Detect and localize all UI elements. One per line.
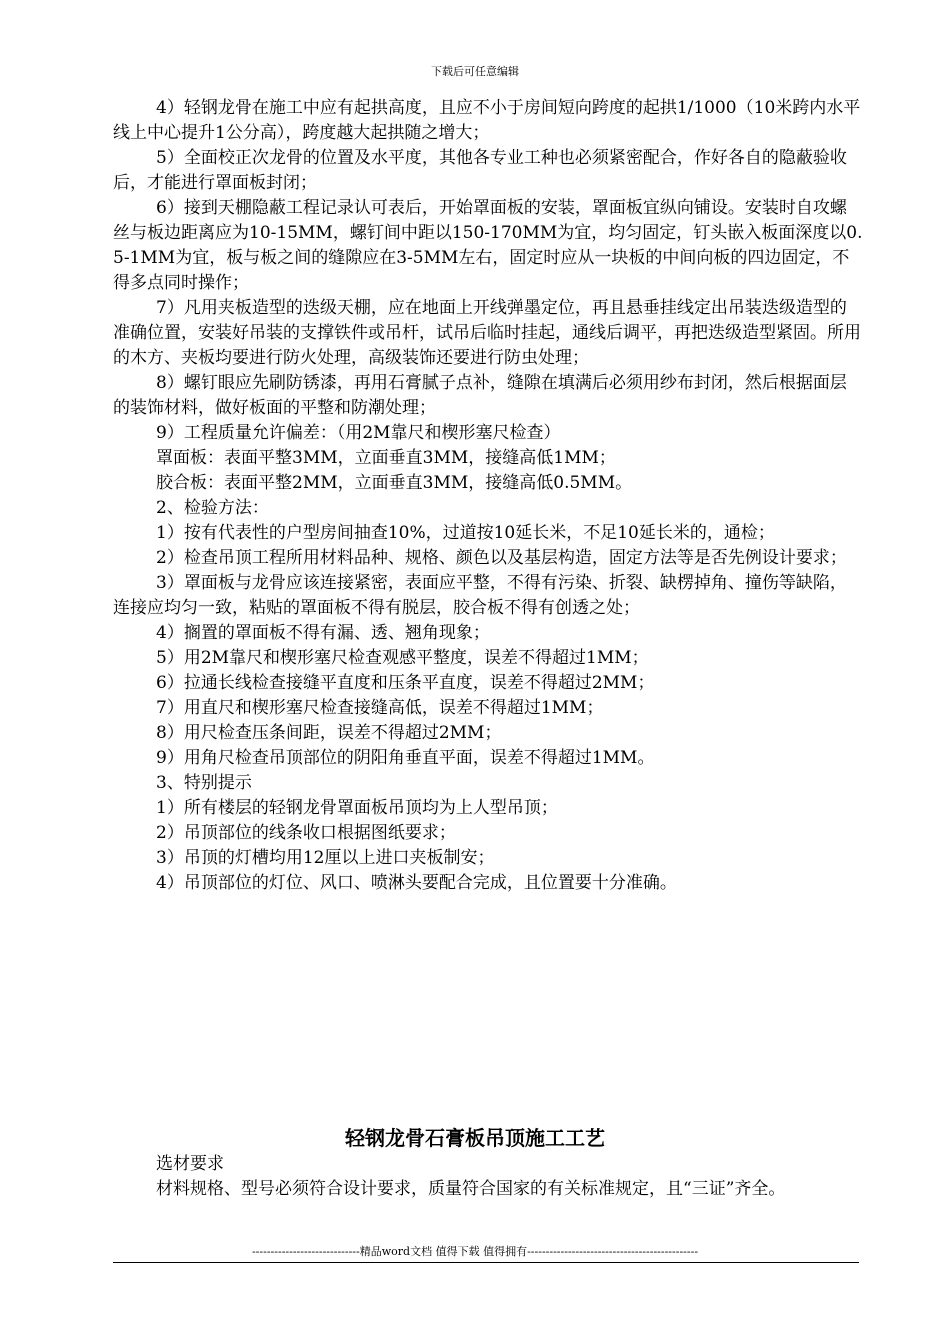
- page-header: 下载后可任意编辑: [431, 65, 519, 78]
- paragraph-inspection-2: 2）检查吊顶工程所用材料品种、规格、颜色以及基层构造，固定方法等是否先例设计要求；: [156, 548, 847, 568]
- paragraph-item-6-install: 6）接到天棚隐蔽工程记录认可表后，开始罩面板的安装，罩面板宜纵向铺设。安装时自攻螺丝与板边距离应为10-15MM，螺钉间中距以150-170MM为宜，均匀固定，钉头嵌入板面深度以0.5-1MM为宜，板与板之间的缝隙应在3-5MM左右，固定时应从一块板的中间向板的四边固定，不得多点同时操作；: [113, 198, 863, 293]
- section-heading-inspection: 2、检验方法：: [156, 498, 269, 518]
- paragraph-item-8-screws: 8）螺钉眼应先刷防锈漆，再用石膏腻子点补，缝隙在填满后必须用纱布封闭，然后根据面层的装饰材料，做好板面的平整和防潮处理；: [113, 373, 847, 418]
- paragraph-item-4-arch: 4）轻钢龙骨在施工中应有起拱高度，且应不小于房间短向跨度的起拱1/1000（10米跨内水平线上中心提升1公分高），跨度越大起拱随之增大；: [113, 98, 861, 143]
- section-body: [113, 1152, 863, 1202]
- paragraph-material-requirements: 材料规格、型号必须符合设计要求，质量符合国家的有关标准规定，且“三证”齐全。: [156, 1179, 786, 1199]
- paragraph-notice-4: 4）吊顶部位的灯位、风口、喷淋头要配合完成，且位置要十分准确。: [156, 873, 677, 893]
- paragraph-material-heading: 选材要求: [156, 1154, 224, 1174]
- page-footer: -----------------------------精品word文档 值得下载 值得拥有----------------------------------------------: [251, 1245, 699, 1258]
- paragraph-inspection-8: 8）用尺检查压条间距，误差不得超过2MM；: [156, 723, 502, 743]
- paragraph-inspection-4: 4）搁置的罩面板不得有漏、透、翘角现象；: [156, 623, 490, 643]
- paragraph-notice-3: 3）吊顶的灯槽均用12厘以上进口夹板制安；: [156, 848, 495, 868]
- section-title: 轻钢龙骨石膏板吊顶施工工艺: [345, 1126, 605, 1150]
- paragraph-notice-1: 1）所有楼层的轻钢龙骨罩面板吊顶均为上人型吊顶；: [156, 798, 558, 818]
- paragraph-item-7-stepped: 7）凡用夹板造型的迭级天棚，应在地面上开线弹墨定位，再且悬垂挂线定出吊装迭级造型的准确位置，安装好吊装的支撑铁件或吊杆，试吊后临时挂起，通线后调平，再把迭级造型紧固。所用的木方、夹板均要进行防火处理，高级装饰还要进行防虫处理；: [113, 298, 861, 368]
- paragraph-notice-2: 2）吊顶部位的线条收口根据图纸要求；: [156, 823, 456, 843]
- paragraph-inspection-1: 1）按有代表性的户型房间抽查10%，过道按10延长米，不足10延长米的，通检；: [156, 523, 775, 543]
- paragraph-inspection-6: 6）拉通长线检查接缝平直度和压条平直度，误差不得超过2MM；: [156, 673, 655, 693]
- paragraph-item-5-calibrate: 5）全面校正次龙骨的位置及水平度，其他各专业工种也必须紧密配合，作好各自的隐蔽验收后，才能进行罩面板封闭；: [113, 148, 847, 193]
- paragraph-inspection-7: 7）用直尺和楔形塞尺检查接缝高低，误差不得超过1MM；: [156, 698, 604, 718]
- paragraph-inspection-5: 5）用2M靠尺和楔形塞尺检查观感平整度，误差不得超过1MM；: [156, 648, 649, 668]
- paragraph-item-9-tolerance: 9）工程质量允许偏差：（用2M靠尺和楔形塞尺检查）: [156, 423, 561, 443]
- footer-rule: [113, 1262, 859, 1263]
- section-heading-notice: 3、特别提示: [156, 773, 252, 793]
- paragraph-plywood: 胶合板：表面平整2MM，立面垂直3MM，接缝高低0.5MM。: [156, 473, 633, 493]
- paragraph-cover-panel: 罩面板：表面平整3MM，立面垂直3MM，接缝高低1MM；: [156, 448, 616, 468]
- paragraph-inspection-9: 9）用角尺检查吊顶部位的阴阳角垂直平面，误差不得超过1MM。: [156, 748, 655, 768]
- document-body: [113, 96, 863, 896]
- paragraph-inspection-3: 3）罩面板与龙骨应该连接紧密，表面应平整，不得有污染、折裂、缺楞掉角、撞伤等缺陷，连接应均匀一致，粘贴的罩面板不得有脱层，胶合板不得有创透之处；: [113, 573, 847, 618]
